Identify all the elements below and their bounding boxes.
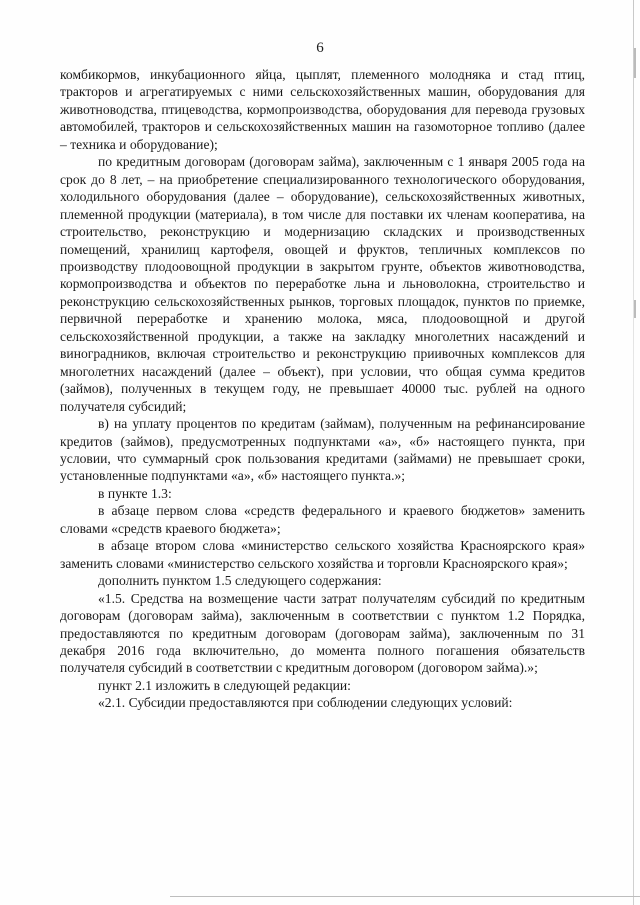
scan-bottom-line [170, 896, 640, 897]
paragraph-point-1-3: в пункте 1.3: [98, 485, 172, 501]
paragraph-point-2-1: пункт 2.1 изложить в следующей редакции: [98, 677, 351, 693]
paragraph-credit-agreements-2005: по кредитным договорам (договорам займа), заключенным с 1 января 2005 года на срок до 8 лет, – на приобретение специализированного технологического оборудования, холодильного оборудования (далее – оборудование), сельскохозяйственных животных, племенной продукции (материала), в том числе для поставки их членам кооператива, на строительство, реконструкцию и модернизацию складских и производственных помещений, хранилищ картофеля, овощей и фруктов, тепличных комплексов по производству плодоовощной продукции в закрытом грунте, объектов животноводства, кормопроизводства и объектов по переработке льна и льноволокна, строительство и реконструкцию сельскохозяйственных рынков, торговых площадок, пунктов по приемке, первичной переработке и хранению молока, мяса, плодоовощной и другой сельскохозяйственной продукции, а также на закладку многолетних насаждений и виноградников, включая строительство и реконструкцию приивочных комплексов для многолетних насаждений (далее – объект), при условии, что общая сумма кредитов (займов), полученных в текущем году, не превышает 40000 тыс. рублей на одного получателя субсидий; [60, 154, 585, 414]
paragraph-equipment-list: комбикормов, инкубационного яйца, цыплят, племенного молодняка и стад птиц, тракторов и агрегатируемых с ними сельскохозяйственных машин, оборудования для животноводства, птицеводства, кормопроизводства, оборудования для перевода грузовых автомобилей, тракторов и сельскохозяйственных машин на газомоторное топливо (далее – техника и оборудование); [60, 67, 585, 152]
paragraph-point-1-5-text: «1.5. Средства на возмещение части затрат получателям субсидий по кредитным договорам (договорам займа), заключенным в соответствии с пунктом 1.2 Порядка, предоставляются по кредитным договорам (договорам займа), заключенным по 31 декабря 2016 года включительно, до момента полного погашения обязательств получателя субсидий в соответствии с кредитным договором (договором займа).»; [60, 590, 585, 676]
paragraph-add-point-1-5: дополнить пунктом 1.5 следующего содержания: [98, 573, 382, 589]
scan-edge [633, 0, 634, 905]
scan-mark [634, 300, 636, 318]
page-number: 6 [316, 40, 324, 56]
paragraph-first-abzac: в абзаце первом слова «средств федерального и краевого бюджетов» заменить словами «средств краевого бюджета»; [60, 503, 585, 536]
paragraph-subitem-v: в) на уплату процентов по кредитам (займам), полученным на рефинансирование кредитов (займов), предусмотренных подпунктами «а», «б» настоящего пункта, при условии, что суммарный срок пользования кредитами (займами) не превышает сроки, установленные подпунктами «а», «б» настоящего пункта.»; [60, 416, 585, 484]
document-body [60, 66, 585, 712]
paragraph-second-abzac: в абзаце втором слова «министерство сельского хозяйства Красноярского края» заменить словами «министерство сельского хозяйства и торговли Красноярского края»; [60, 538, 585, 571]
paragraph-point-2-1-text: «2.1. Субсидии предоставляются при соблюдении следующих условий: [98, 695, 513, 711]
